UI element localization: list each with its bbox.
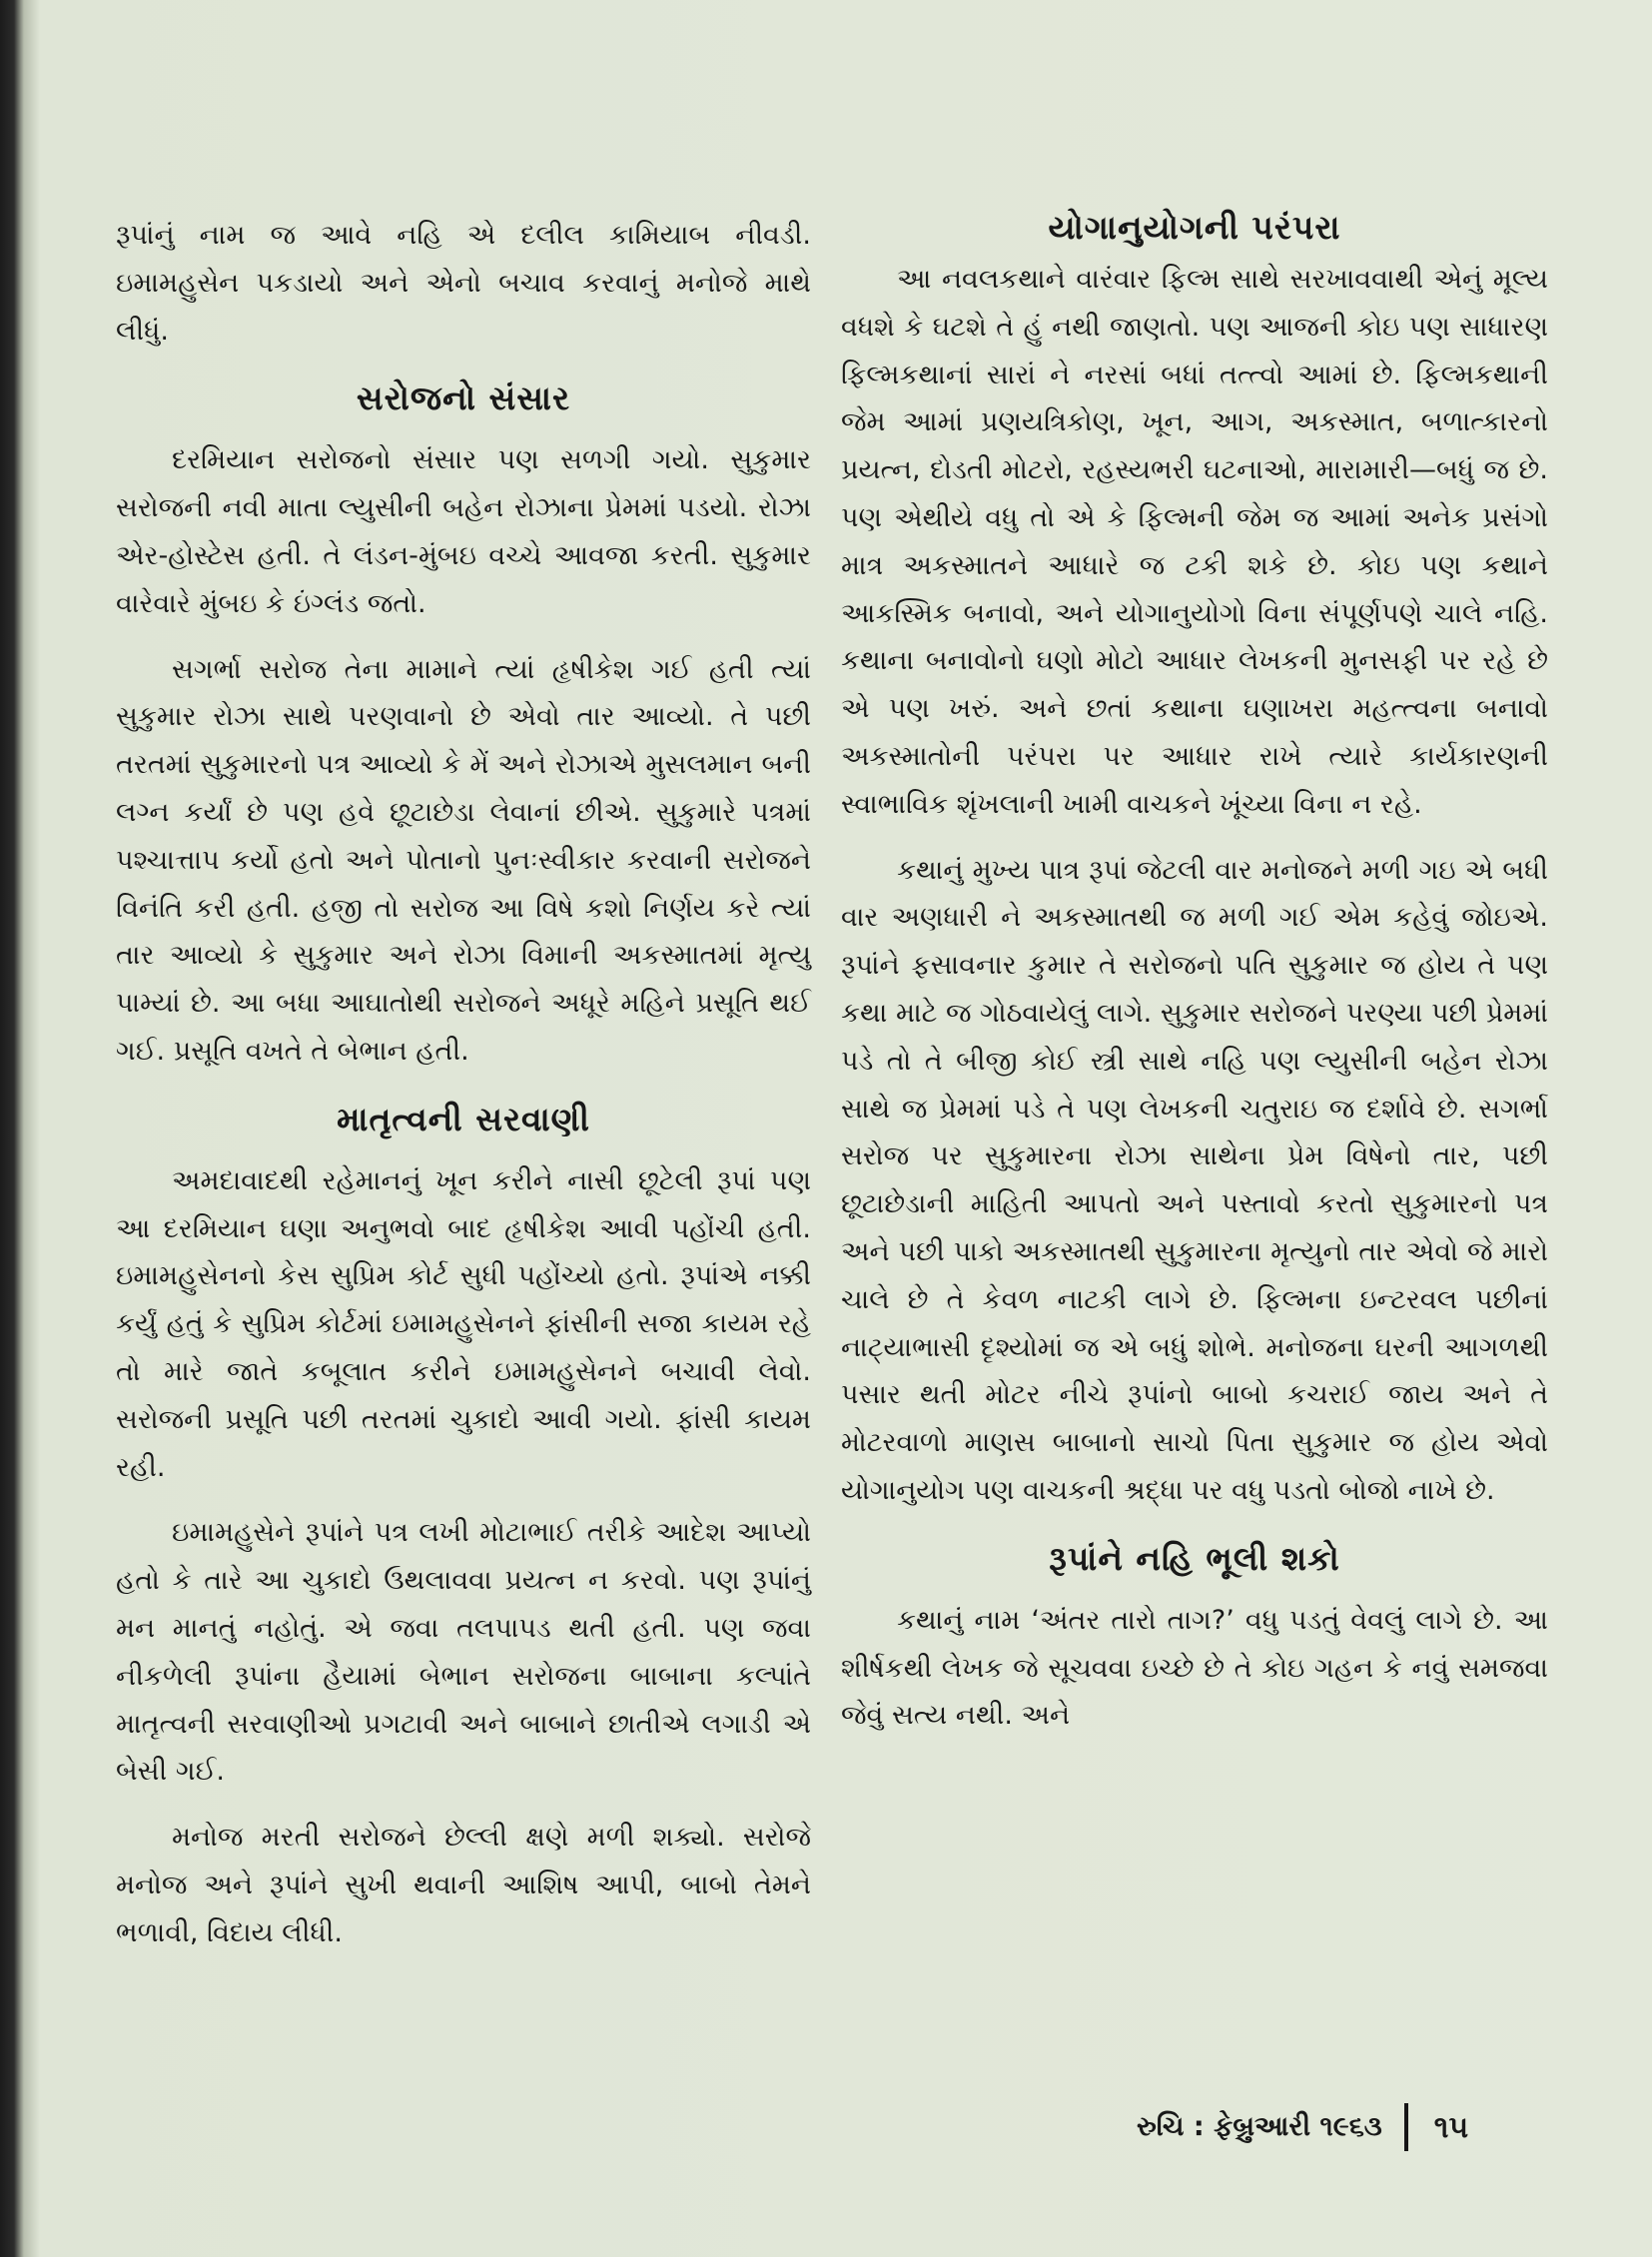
right-column xyxy=(841,202,1548,1758)
paragraph: દરમિયાન સરોજનો સંસાર પણ સળગી ગયો. સુકુમાર સરોજની નવી માતા લ્યુસીની બહેન રોઝાના પ્રેમમાં પડયો. રોઝા એર-હોસ્ટેસ હતી. તે લંડન-મુંબઇ વચ્ચે આવજા કરતી. સુકુમાર વારેવારે મુંબઇ કે ઇંગ્લંડ જતો. xyxy=(116,444,811,619)
paragraph: કથાનું મુખ્ય પાત્ર રૂપાં જેટલી વાર મનોજને મળી ગઇ એ બધી વાર અણધારી ને અકસ્માતથી જ મળી ગઈ એમ કહેવું જોઇએ. રૂપાંને ફસાવનાર કુમાર તે સરોજનો પતિ સુકુમાર જ હોય તે પણ કથા માટે જ ગોઠવાયેલું લાગે. સુકુમાર સરોજને પરણ્યા પછી પ્રેમમાં પડે તો તે બીજી કોઈ સ્ત્રી સાથે નહિ પણ લ્યુસીની બહેન રોઝા સાથે જ પ્રેમમાં પડે તે પણ લેખકની ચતુરાઇ જ દર્શાવે છે. સગર્ભા સરોજ પર સુકુમારના રોઝા સાથેના પ્રેમ વિષેનો તાર, પછી છૂટાછેડાની માહિતી આપતો અને પસ્તાવો કરતો સુકુમારનો પત્ર અને પછી પાકો અકસ્માતથી સુકુમારના મૃત્યુનો તાર એવો જે મારો ચાલે છે તે કેવળ નાટકી લાગે છે. ફિલ્મના ઇન્ટરવલ પછીનાં નાટ્યાભાસી દૃશ્યોમાં જ એ બધું શોભે. મનોજના ઘરની આગળથી પસાર થતી મોટર નીચે રૂપાંનો બાબો કચરાઈ જાય અને તે મોટરવાળો માણસ બાબાનો સાચો પિતા સુકુમાર જ હોય એવો યોગાનુયોગ પણ વાચકની શ્રદ્ધા પર વધુ પડતો બોજો નાખે છે. xyxy=(841,854,1548,1506)
section-heading-rupa: રૂપાંને નહિ ભૂલી શકો xyxy=(1049,1538,1340,1578)
paragraph: કથાનું નામ ‘અંતર તારો તાગ?’ વધુ પડતું વેવલું લાગે છે. આ શીર્ષકથી લેખક જે સૂચવવા ઇચ્છે છે તે કોઇ ગહન કે નવું સમજવા જેવું સત્ય નથી. અને xyxy=(841,1604,1548,1732)
paragraph: મનોજ મરતી સરોજને છેલ્લી ક્ષણે મળી શક્યો. સરોજે મનોજ અને રૂપાંને સુખી થવાની આશિષ આપી, બાબો તેમને ભળાવી, વિદાય લીધી. xyxy=(116,1822,811,1948)
left-column xyxy=(116,212,811,1975)
section-heading-yoganuyog: યોગાનુયોગની પરંપરા xyxy=(1048,208,1341,247)
issue-label: રુચિ : ફેબ્રુઆરી ૧૯૬૩ xyxy=(1137,2111,1382,2142)
section-heading-matrutva: માતૃત્વની સરવાણી xyxy=(337,1099,590,1138)
paragraph: અમદાવાદથી રહેમાનનું ખૂન કરીને નાસી છૂટેલી રૂપાં પણ આ દરમિયાન ઘણા અનુભવો બાદ હૃષીકેશ આવી પહોંચી હતી. ઇમામહુસેનનો કેસ સુપ્રિમ કોર્ટ સુધી પહોંચ્યો હતો. રૂપાંએ નક્કી કર્યું હતું કે સુપ્રિમ કોર્ટમાં ઇમામહુસેનને ફાંસીની સજા કાયમ રહે તો મારે જાતે કબૂલાત કરીને ઇમામહુસેનને બચાવી લેવો. સરોજની પ્રસૂતિ પછી તરતમાં ચુકાદો આવી ગયો. ફાંસી કાયમ રહી. xyxy=(116,1164,811,1483)
section-heading-saroj-sansar: સરોજનો સંસાર xyxy=(356,378,571,418)
continued-paragraph: રૂપાંનું નામ જ આવે નહિ એ દલીલ કામિયાબ નીવડી. ઇમામહુસેન પકડાયો અને એનો બચાવ કરવાનું મનોજે માથે લીધું. xyxy=(116,220,811,347)
page-number: ૧૫ xyxy=(1433,2109,1469,2145)
footer-divider xyxy=(1404,2103,1408,2151)
page-footer xyxy=(1137,2103,1556,2151)
paragraph: ઇમામહુસેને રૂપાંને પત્ર લખી મોટાભાઈ તરીકે આદેશ આપ્યો હતો કે તારે આ ચુકાદો ઉથલાવવા પ્રયત્ન ન કરવો. પણ રૂપાંનું મન માનતું નહોતું. એ જવા તલપાપડ થતી હતી. પણ જવા નીકળેલી રૂપાંના હૈયામાં બેભાન સરોજના બાબાના કલ્પાંતે માતૃત્વની સરવાણીઓ પ્રગટાવી અને બાબાને છાતીએ લગાડી એ બેસી ગઈ. xyxy=(116,1517,811,1788)
paragraph: આ નવલકથાને વારંવાર ફિલ્મ સાથે સરખાવવાથી એનું મૂલ્ય વધશે કે ઘટશે તે હું નથી જાણતો. પણ આજની કોઇ પણ સાધારણ ફિલ્મકથાનાં સારાં ને નરસાં બધાં તત્ત્વો આમાં છે. ફિલ્મકથાની જેમ આમાં પ્રણયત્રિકોણ, ખૂન, આગ, અકસ્માત, બળાત્કારનો પ્રયત્ન, દોડતી મોટરો, રહસ્યભરી ઘટનાઓ, મારામારી—બધું જ છે. પણ એથીયે વધુ તો એ કે ફિલ્મની જેમ જ આમાં અનેક પ્રસંગો માત્ર અકસ્માતને આધારે જ ટકી શકે છે. કોઇ પણ કથાને આકસ્મિક બનાવો, અને યોગાનુયોગો વિના સંપૂર્ણપણે ચાલે નહિ. કથાના બનાવોનો ઘણો મોટો આધાર લેખકની મુનસફી પર રહે છે એ પણ ખરું. અને છતાં કથાના ઘણાખરા મહત્ત્વના બનાવો અકસ્માતોની પરંપરા પર આધાર રાખે ત્યારે કાર્યકારણની સ્વાભાવિક શૃંખલાની ખામી વાચકને ખૂંચ્યા વિના ન રહે. xyxy=(841,264,1548,820)
paragraph: સગર્ભા સરોજ તેના મામાને ત્યાં હૃષીકેશ ગઈ હતી ત્યાં સુકુમાર રોઝા સાથે પરણવાનો છે એવો તાર આવ્યો. તે પછી તરતમાં સુકુમારનો પત્ર આવ્યો કે મેં અને રોઝાએ મુસલમાન બની લગ્ન કર્યાં છે પણ હવે છૂટાછેડા લેવાનાં છીએ. સુકુમારે પત્રમાં પશ્ચાત્તાપ કર્યો હતો અને પોતાનો પુનઃસ્વીકાર કરવાની સરોજને વિનંતિ કરી હતી. હજી તો સરોજ આ વિષે કશો નિર્ણય કરે ત્યાં તાર આવ્યો કે સુકુમાર અને રોઝા વિમાની અકસ્માતમાં મૃત્યુ પામ્યાં છે. આ બધા આઘાતોથી સરોજને અધૂરે મહિને પ્રસૂતિ થઈ ગઈ. પ્રસૂતિ વખતે તે બેભાન હતી. xyxy=(116,653,811,1067)
